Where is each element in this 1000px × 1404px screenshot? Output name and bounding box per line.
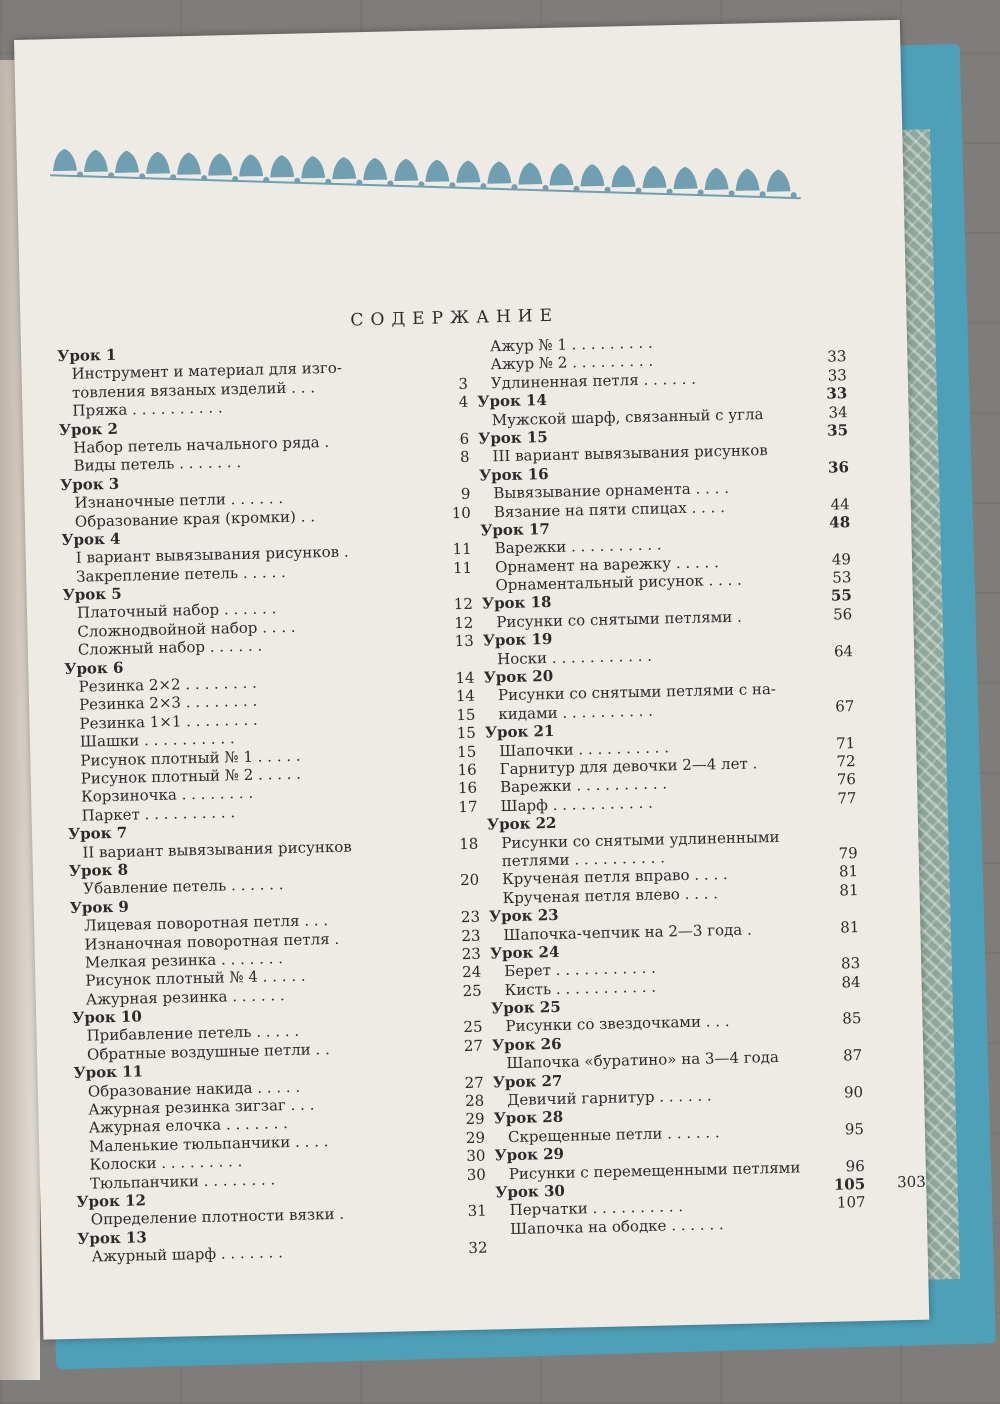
entry-page-number: 76 [836,770,857,789]
entry-page-number: 95 [844,1119,865,1139]
entry-title: Мелкая резинка . . . . . . . [84,949,284,972]
entry-title: Крученая петля вправо . . . . [501,865,728,889]
ornament-palmette [425,159,449,182]
entry-page-number: 20 [459,870,480,890]
entry-page-number: 35 [826,421,849,440]
ornament-palmette [84,150,108,173]
entry-title: Определение плотности вязки . [90,1205,345,1229]
entry-title: Крученая петля влево . . . . [502,883,719,907]
page-number: 303 [896,1172,926,1192]
entry-page-number: 27 [464,1073,484,1092]
lesson-title: Урок 17 [480,519,551,540]
entry-title: Орнаментальный рисунок . . . . [495,570,743,595]
ornament-palmette [239,154,263,177]
entry-page-number: 13 [454,631,474,651]
entry-title: Рисунки с перемещенными петлями [508,1158,801,1183]
entry-page-number: 90 [843,1083,864,1102]
ornament-palmette [611,165,635,188]
entry-page-number: 28 [464,1091,485,1111]
ornament-palmette [301,156,325,179]
entry-page-number: 48 [829,513,851,532]
page-title: СОДЕРЖАНИЕ [350,305,560,331]
entry-title: Рисунки со звездочками . . . [505,1012,730,1036]
entry-page-number: 55 [830,586,853,606]
entry-page-number: 15 [456,705,476,724]
entry-page-number: 25 [463,1018,483,1037]
entry-page-number: 64 [833,641,854,661]
entry-page-number: 10 [451,503,472,522]
entry-page-number: 31 [467,1201,487,1221]
entry-title: Перчатки . . . . . . . . . . [509,1197,684,1220]
entry-title: Образование накида . . . . . [87,1077,301,1101]
lesson-title: Урок 30 [495,1181,566,1202]
entry-title: Тюльпанчики . . . . . . . . [89,1169,276,1193]
entry-page-number: 71 [835,733,856,753]
entry-title: Орнамент на варежку . . . . . [494,552,719,576]
entry-title: Ажур № 1 . . . . . . . . . [489,333,653,356]
entry-page-number: 44 [830,494,850,514]
entry-page-number: 33 [827,347,847,367]
entry-page-number: 23 [461,944,482,963]
entry-page-number: 105 [833,1174,866,1194]
ornament-palmette [177,152,201,175]
entry-title: Рисунок плотный № 4 . . . . . [85,966,306,990]
lesson-title: Урок 25 [490,997,561,1018]
entry-page-number: 14 [455,687,476,706]
entry-title: Закрепление петель . . . . . [75,562,286,586]
entry-page-number: 72 [836,752,856,771]
entry-page-number: 29 [465,1128,486,1147]
entry-page-number: 17 [458,797,478,816]
entry-title: Ажурная резинка . . . . . . [85,985,285,1009]
ornament-palmette [146,151,170,174]
entry-title: Гарнитур для девочки 2—4 лет . [499,754,758,779]
entry-page-number: 30 [466,1146,486,1166]
entry-title: Варежки . . . . . . . . . . [499,774,668,797]
entry-title: Рисунок плотный № 1 . . . . . [80,746,301,770]
lesson-title: Урок 14 [477,391,548,411]
ornament-palmette [580,164,604,187]
entry-title: Ажурный шарф . . . . . . . [91,1243,284,1266]
entry-page-number: 25 [462,981,482,1000]
entry-title: Корзиночка . . . . . . . . [80,784,254,807]
entry-title: Шапочки . . . . . . . . . . [499,737,670,760]
entry-page-number: 107 [836,1193,866,1212]
lesson-title: Урок 19 [482,630,553,650]
lesson-title: Урок 4 [61,529,121,549]
lesson-title: Урок 10 [71,1007,142,1027]
lesson-title: Урок 18 [481,593,552,613]
entry-page-number: 6 [459,429,470,448]
lesson-title: Урок 28 [493,1108,564,1128]
entry-title: Изнаночные петли . . . . . . [74,489,284,512]
contents-right-column [476,331,866,1240]
entry-page-number: 85 [842,1009,862,1028]
entry-title: II вариант вывязывания рисунков [82,837,352,862]
entry-title: Лицевая поворотная петля . . . [83,911,329,935]
entry-title: Носки . . . . . . . . . . . [496,646,653,668]
entry-title: Ажурная елочка . . . . . . . [88,1114,289,1137]
entry-page-number: 12 [453,595,474,614]
entry-title: Девичий гарнитур . . . . . . [506,1086,712,1110]
entry-page-number: 23 [460,907,481,927]
lesson-title: Урок 13 [77,1228,148,1248]
entry-title: Образование края (кромки) . . [74,506,316,531]
entry-title: Вывязывание орнамента . . . . [493,479,730,503]
ornament-palmette [394,158,418,181]
entry-page-number: 11 [452,558,473,577]
entry-page-number: 11 [452,540,472,559]
lesson-title: Урок 11 [73,1062,144,1083]
entry-page-number: 3 [458,374,469,393]
lesson-title: Урок 27 [492,1071,563,1092]
entry-title: Шарф . . . . . . . . . . . [500,793,653,815]
entry-page-number: 67 [835,696,855,716]
entry-title: петлями . . . . . . . . . . [501,848,666,871]
entry-page-number: 12 [454,613,474,633]
lesson-title: Урок 8 [68,860,129,880]
entry-title: Рисунки со снятыми удлиненными [501,827,780,852]
ornament-palmette [270,155,294,178]
entry-title: кидами . . . . . . . . . . [498,701,654,723]
ornament-palmette [735,168,759,191]
entry-title: Рисунки со снятыми петлями с на- [497,680,777,705]
lesson-title: Урок 26 [491,1034,562,1055]
entry-title: I вариант вывязывания рисунков . [75,542,349,568]
lesson-title: Урок 16 [478,464,549,485]
entry-title: Шашки . . . . . . . . . . [79,729,235,751]
entry-page-number: 4 [458,392,469,412]
lesson-title: Урок 24 [489,942,560,963]
entry-title: Кисть . . . . . . . . . . . [504,977,657,999]
lesson-title: Урок 21 [484,722,555,742]
ornament-palmette [52,149,76,172]
entry-title: Платочный набор . . . . . . [76,599,277,623]
entry-title: Резинка 2×3 . . . . . . . . [78,692,258,715]
lesson-title: Урок 29 [494,1144,565,1165]
entry-title: Убавление петель . . . . . . [83,875,284,898]
ornament-palmette [704,167,728,190]
lesson-title: Урок 5 [62,584,122,605]
lesson-title: Урок 23 [488,905,559,926]
lesson-title: Урок 1 [56,345,117,366]
contents-page [14,20,929,1340]
entry-title: Пряжа . . . . . . . . . . [72,398,223,420]
entry-page-number: 18 [459,834,479,853]
entry-title: товления вязаных изделий . . . [71,378,316,402]
entry-title: Шапочка-чепчик на 2—3 года . [503,919,752,944]
entry-page-number: 16 [457,779,478,798]
entry-page-number: 81 [839,880,859,900]
lesson-title: Урок 3 [59,474,120,494]
ornament-palmette [766,169,790,192]
entry-title: Обратные воздушные петли . . [86,1039,330,1064]
ornament-palmette [642,166,666,189]
lesson-title: Урок 9 [69,897,130,917]
entry-page-number: 34 [828,402,848,422]
entry-page-number: 77 [837,788,857,808]
entry-page-number: 49 [831,549,852,569]
entry-page-number: 32 [468,1238,488,1258]
entry-title: Инструмент и материал для изго- [71,359,343,384]
entry-title: Маленькие тюльпанчики . . . . [88,1131,329,1156]
entry-page-number: 53 [832,568,852,587]
entry-page-number: 81 [840,917,860,936]
entry-title: Ажур № 2 . . . . . . . . . [490,351,654,374]
entry-page-number: 96 [845,1156,865,1175]
entry-page-number: 33 [827,365,848,385]
entry-page-number: 29 [465,1110,485,1129]
ornament-palmette [549,163,573,186]
entry-title: Сложный набор . . . . . . [77,636,263,659]
contents-left-column [57,340,488,1269]
lesson-title: Урок 7 [67,823,128,844]
entry-title: Шапочка на ободке . . . . . . [509,1214,724,1238]
entry-page-number: 15 [456,742,477,761]
entry-title: Вязание на пяти спицах . . . . [493,497,726,521]
entry-page-number: 87 [842,1046,863,1065]
entry-page-number: 23 [461,926,481,945]
lesson-title: Урок 12 [76,1191,147,1211]
entry-title: Колоски . . . . . . . . . [89,1152,243,1174]
entry-title: Паркет . . . . . . . . . . [81,802,236,825]
entry-page-number: 81 [838,862,859,881]
ornament-palmette [487,161,511,184]
ornament-palmette [115,150,139,173]
entry-page-number: 30 [466,1165,487,1184]
ornament-palmette [363,158,387,181]
entry-title: Рисунок плотный № 2 . . . . . [80,764,302,788]
entry-page-number: 15 [456,723,477,743]
entry-page-number: 9 [460,484,471,504]
entry-title: Виды петель . . . . . . . [73,453,242,476]
lesson-title: Урок 22 [486,814,557,834]
entry-page-number: 84 [841,972,861,992]
entry-title: Изнаночная поворотная петля . [84,929,340,954]
entry-title: Резинка 1×1 . . . . . . . . [79,710,258,733]
entry-page-number: 56 [832,604,853,624]
entry-page-number: 27 [463,1036,484,1055]
entry-title: Резинка 2×2 . . . . . . . . [78,673,258,696]
decorative-ornament-border [44,114,806,221]
entry-title: Берет . . . . . . . . . . . [504,958,657,981]
entry-title: Рисунки со снятыми петлями . [496,607,743,632]
ornament-palmette [456,160,480,183]
entry-title: Скрещенные петли . . . . . . [507,1123,720,1146]
entry-title: III вариант вывязывания рисунков [492,441,768,466]
ornament-palmette [208,153,232,176]
entry-title: Удлиненная петля . . . . . . [490,369,697,393]
entry-title: Прибавление петель . . . . . [86,1022,300,1046]
lesson-title: Урок 15 [477,427,548,448]
entry-title: Шапочка «буратино» на 3—4 года [506,1048,780,1073]
ornament-palmette [673,167,697,190]
lesson-title: Урок 2 [58,419,119,439]
lesson-title: Урок 6 [64,658,124,678]
ornament-palmette [332,157,356,180]
lesson-title: Урок 20 [483,666,554,687]
entry-title: Сложнодвойной набор . . . . [77,617,296,641]
entry-page-number: 14 [455,668,475,688]
entry-page-number: 83 [840,954,861,973]
entry-page-number: 33 [826,384,848,403]
entry-page-number: 16 [457,760,477,780]
entry-page-number: 79 [838,844,858,863]
entry-page-number: 8 [459,448,470,467]
entry-page-number: 36 [827,457,850,477]
entry-page-number: 24 [461,962,482,982]
entry-title: Варежки . . . . . . . . . . [494,535,662,558]
entry-title: Набор петель начального ряда . [73,432,330,457]
entry-title: Мужской шарф, связанный с угла [491,404,764,429]
entry-title: Ажурная резинка зигзаг . . . [88,1095,315,1119]
ornament-palmette [518,162,542,185]
